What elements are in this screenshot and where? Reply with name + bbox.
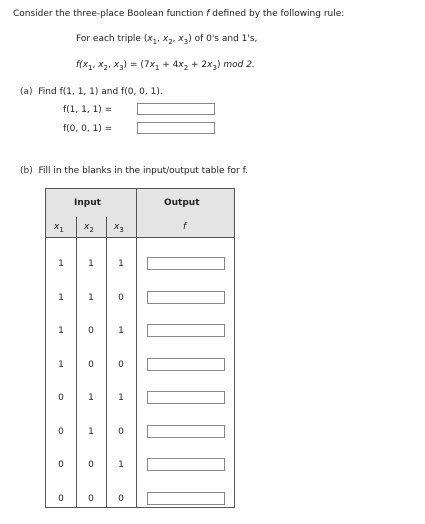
intro-line: Consider the three-place Boolean function f defined by the following rule: xyxy=(13,9,345,19)
col-x1-header: $x_1$ xyxy=(54,222,64,234)
table-cell-x2: 0 xyxy=(88,326,94,336)
divider-input-output xyxy=(136,189,137,507)
table-cell-x1: 0 xyxy=(58,493,64,504)
table-cell-x2: 0 xyxy=(88,460,94,470)
output-header: Output xyxy=(164,198,200,208)
col-f-header: f xyxy=(183,222,187,232)
table-cell-x1: 0 xyxy=(58,426,64,437)
table-cell-x2: 1 xyxy=(88,426,94,437)
table-cell-x3: 1 xyxy=(118,460,124,470)
table-cell-x1: 1 xyxy=(58,259,64,269)
divider-x1-x2 xyxy=(76,217,77,507)
table-cell-x1: 1 xyxy=(58,326,64,336)
col-x3-header: $x_3$ xyxy=(114,222,124,234)
table-cell-x3: 0 xyxy=(118,426,124,437)
table-cell-x2: 1 xyxy=(88,393,94,403)
output-input-row-1[interactable] xyxy=(147,257,225,270)
output-input-row-2[interactable] xyxy=(147,291,225,304)
formula-line: $f(x_1$, $x_2$, $x_3) = (7x_1 + 4x_2 + 2x_3)$ mod 2. xyxy=(76,60,255,72)
table-cell-x3: 0 xyxy=(118,493,124,504)
output-input-row-5[interactable] xyxy=(147,391,225,404)
table-cell-x2: 0 xyxy=(88,493,94,504)
part-b-prompt: (b) Fill in the blanks in the input/output table for f. xyxy=(20,166,248,176)
part-a-q1-label: f(1, 1, 1) = xyxy=(63,105,113,115)
table-cell-x2: 0 xyxy=(88,359,94,370)
table-cell-x3: 1 xyxy=(118,326,124,336)
table-cell-x3: 1 xyxy=(118,393,124,403)
table-cell-x3: 0 xyxy=(118,359,124,370)
input-header: Input xyxy=(74,198,101,208)
table-cell-x2: 1 xyxy=(88,292,94,303)
part-a-q2-label: f(0, 0, 1) = xyxy=(63,124,113,134)
part-a-prompt: (a) Find f(1, 1, 1) and f(0, 0, 1). xyxy=(20,87,163,97)
table-cell-x3: 0 xyxy=(118,292,124,303)
rule-line: For each triple ($x_1$, $x_2$, $x_3$) of 0's and 1's, xyxy=(76,34,258,46)
table-cell-x1: 1 xyxy=(58,292,64,303)
table-cell-x3: 1 xyxy=(118,259,124,269)
table-cell-x1: 1 xyxy=(58,359,64,370)
col-x2-header: $x_2$ xyxy=(84,222,94,234)
answer-f-001-input[interactable] xyxy=(137,122,215,134)
table-cell-x1: 0 xyxy=(58,460,64,470)
output-input-row-4[interactable] xyxy=(147,358,225,371)
function-symbol: f xyxy=(206,9,210,19)
table-cell-x2: 1 xyxy=(88,259,94,269)
table-subheader-row xyxy=(46,217,234,238)
answer-f-111-input[interactable] xyxy=(137,103,215,115)
output-input-row-6[interactable] xyxy=(147,425,225,438)
divider-x2-x3 xyxy=(106,217,107,507)
io-table xyxy=(45,188,235,508)
table-cell-x1: 0 xyxy=(58,393,64,403)
output-input-row-8[interactable] xyxy=(147,492,225,505)
output-input-row-3[interactable] xyxy=(147,324,225,337)
output-input-row-7[interactable] xyxy=(147,458,225,471)
